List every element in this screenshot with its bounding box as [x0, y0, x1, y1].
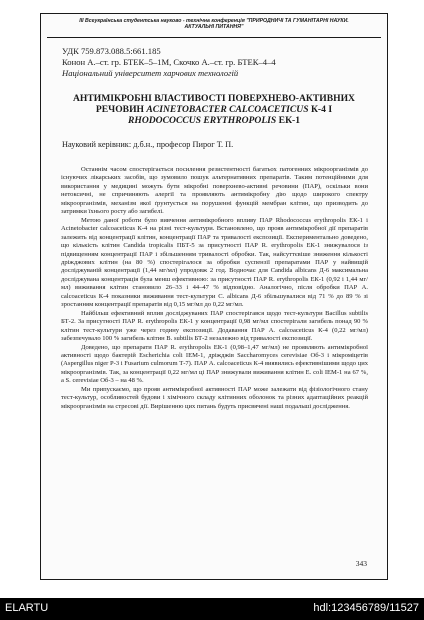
- article-title: [51, 93, 377, 126]
- handle-id[interactable]: hdl:123456789/11527: [313, 602, 419, 614]
- conference-header-line-2: АКТУАЛЬНІ ПИТАННЯ": [184, 24, 244, 31]
- title-line-2: [51, 104, 377, 115]
- conference-header-line-1: III Всеукраїнська студентська науково - технічна конференція "ПРИРОДНИЧІ ТА ГУМАНІТАРНІ НАУКИ.: [79, 18, 349, 24]
- page-number: 343: [355, 559, 367, 568]
- scientific-advisor: Науковий керівник: д.б.н., професор Пирог Т. П.: [62, 140, 234, 149]
- paragraph: Найбільш ефективний вплив досліджуваних ПАР спостерігався щодо тест-культури Bacillus subtilis БТ-2. За присутності ПАР R. erythropolis ЕК-1 у концентрації 0,98 мг/мл спостерігали загибель понад 90 % клітин тест-культури уже через годину експозиції. Додавання ПАР A. calcoaceticus К-4 (0,22 мг/мл) забезпечувало 100 % загибель клітин B. subtilis БТ-2 незалежно від тривалості експозиції.: [61, 309, 368, 343]
- title-species-2: RHODOCOCCUS ERYTHROPOLIS: [127, 115, 277, 126]
- udc-code: УДК 759.873.088.5:661.185: [62, 46, 161, 56]
- conference-header: [47, 18, 381, 30]
- article-body: [61, 166, 368, 411]
- title-species-1: ACINETOBACTER CALCOACETICUS: [146, 104, 309, 115]
- title-line-2-c: К-4 І: [308, 104, 333, 115]
- paragraph: Метою даної роботи було вивчення антимікробного впливу ПАР Rhodococcus erythropolis ЕК-1 і Acinetobacter calcoaceticus К-4 на різні тест-культури. Встановлено, що прояв антимікробної дії препаратів залежить від концентрації клітин, концентрації ПАР та тривалості експозиції. Експериментально доведено, що кількість клітин Candida tropicalis ПБТ-5 за присутності ПАР R. erythropolis ЕК-1 знижувалося із підвищенням концентрації ПАР і збільшенням тривалості обробки. Так, найсуттєвіше зниження кількості дріжджових клітин (на 80 %) спостерігалося за обробки суспензії препаратами ПАР у найвищій досліджуваній концентрації (1,44 мг/мл) упродовж 2 год. Водночас для Candida albicans Д-6 максимальна досліджувана концентрація була менш ефективною: за присутності ПАР R. erythropolis ЕК-1 (0,92 і 1,44 мг/мл) виживання клітин становило 26–33 і 44–47 % відповідно. Аналогічно, після обробки ПАР A. calcoaceticus К-4 показники виживання тест-культури C. albicans Д-6 збільшувалися від 71 % до 89 % зі зростанням концентрації препаратів від 0,15 мг/мл до 0,22 мг/мл.: [61, 216, 368, 309]
- repository-name: ELARTU: [5, 602, 49, 614]
- title-line-1: АНТИМІКРОБНІ ВЛАСТИВОСТІ ПОВЕРХНЕВО-АКТИВНИХ: [73, 93, 355, 104]
- title-line-3: [51, 115, 377, 126]
- paragraph: Останнім часом спостерігається посилення резистентності багатьох патогенних мікроорганізмів до існуючих лікарських засобів, що зумовило пошук альтернативних препаратів. Таким потенційними для використання у медицині можуть бути мікробні поверхнево-активні речовини (ПАР), оскільки вони нетоксичні, не спричиняють алергії та проявляють антимікробну дію щодо широкого спектру мікроорганізмів, механізм якої ґрунтується на порушенні функцій мембран клітин, що призводить до затримки їхнього росту або загибелі.: [61, 166, 368, 216]
- document-page: [40, 13, 388, 580]
- paragraph: Ми припускаємо, що прояв антимікробної активності ПАР може залежати від фізіологічного стану тест-культур, особливостей будови і хімічного складу клітинних оболонок та різних адаптаційних реакцій мікроорганізмів на стресові дії. Вирішенню цих питань будуть присвячені наші подальші дослідження.: [61, 385, 368, 410]
- repository-footer: [0, 598, 424, 620]
- institution: Національний університет харчових технологій: [62, 68, 239, 78]
- authors: Конон А.–ст. гр. БТЕК–5–1М, Скочко А.–ст. гр. БТЕК–4–4: [62, 57, 276, 67]
- header-divider: [47, 37, 381, 38]
- paragraph: Доведено, що препарати ПАР R. erythropolis ЕК-1 (0,98–1,47 мг/мл) не проявляють антимікробної активності щодо бактерій Escherichia coli IEM-1, дріжджів Saccharomyces cerevisiae Об-3 і мікроміцетів (Aspergillus niger Р-3 і Fusarium culmorum Т-7). ПАР A. calcoaceticus К-4 виявились ефективнішими щодо цих мікроорганізмів. Так, за концентрації 0,22 мг/мл ці ПАР знижували виживання клітин E. coli IEM-1 на 67 %, а S. cerevisiae Об-3 – на 48 %.: [61, 343, 368, 385]
- title-line-3-b: ЕК-1: [276, 115, 301, 126]
- title-line-2-a: РЕЧОВИН: [95, 104, 147, 115]
